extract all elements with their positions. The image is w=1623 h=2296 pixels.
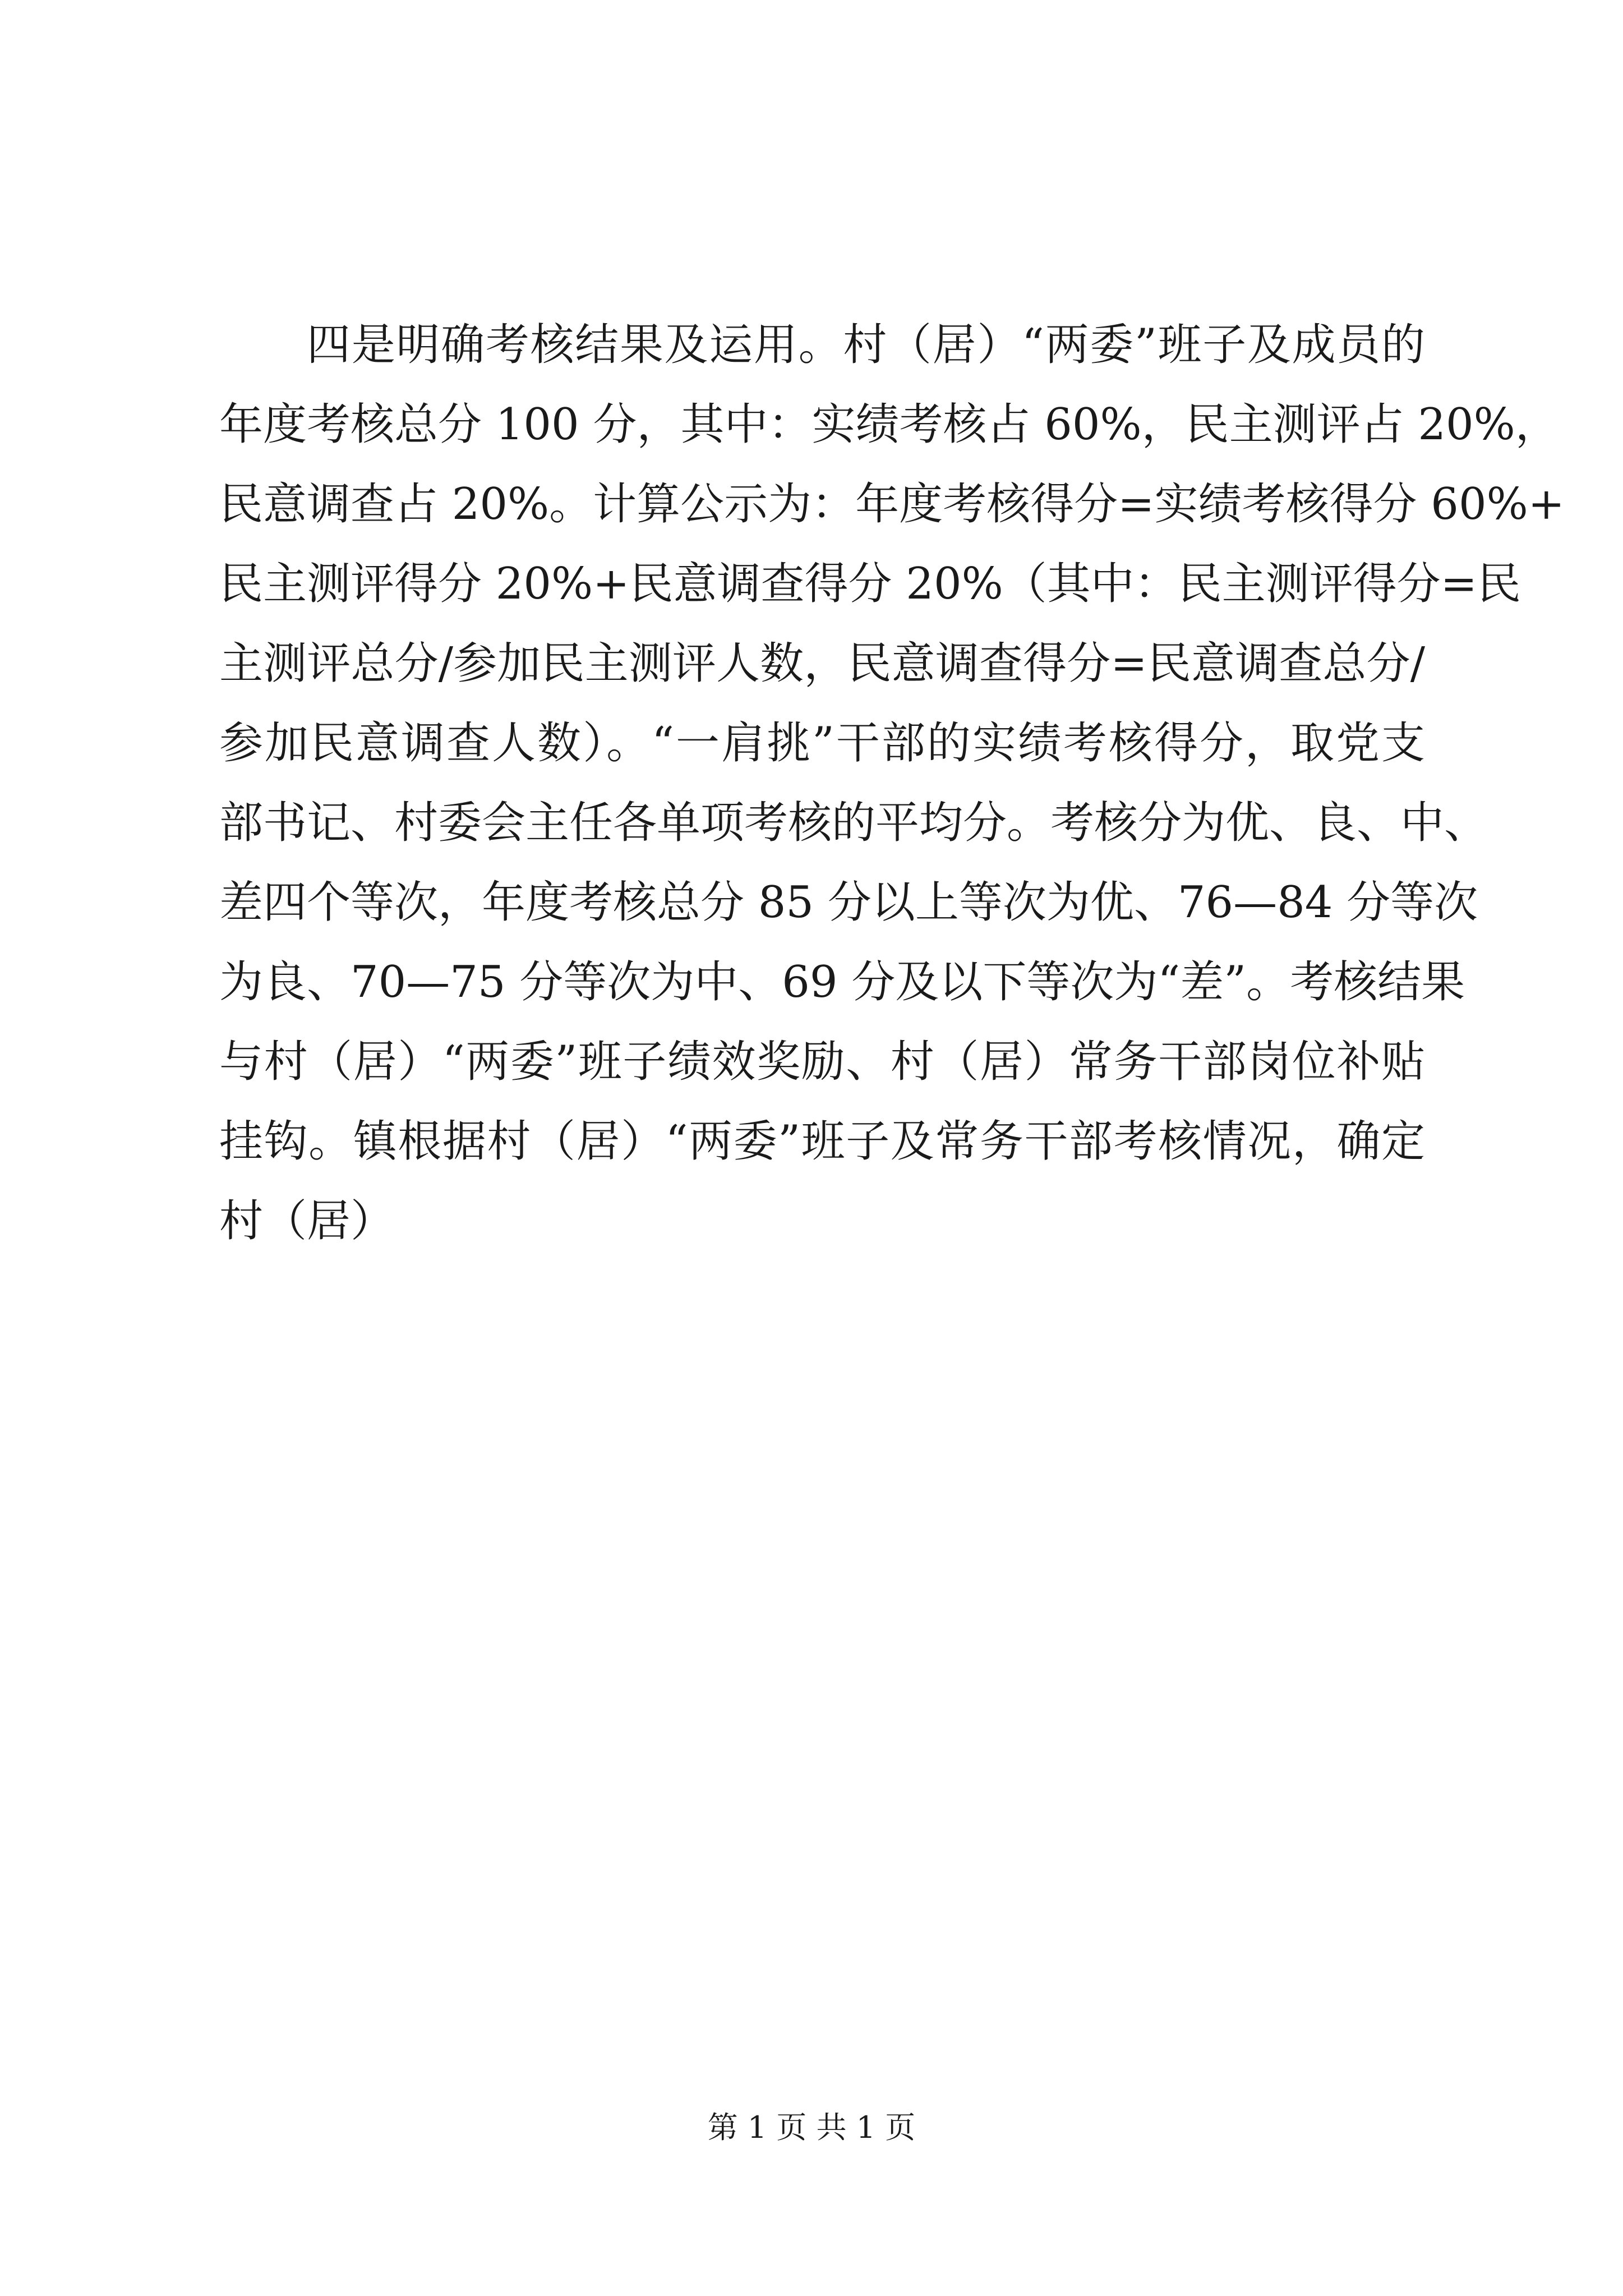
paragraph-line: 为良、70—75 分等次为中、69 分及以下等次为“差”。考核结果 (219, 957, 1465, 1007)
page-number-footer: 第 1 页 共 1 页 (707, 2110, 916, 2145)
paragraph-line: 民意调查占 20%。计算公示为：年度考核得分=实绩考核得分 60%+ (219, 479, 1565, 530)
paragraph-line: 村（居） (219, 1196, 395, 1246)
paragraph-line: 差四个等次，年度考核总分 85 分以上等次为优、76—84 分等次 (219, 877, 1478, 928)
paragraph-line: 挂钩。镇根据村（居）“两委”班子及常务干部考核情况，确定 (219, 1116, 1425, 1167)
paragraph-line: 四是明确考核结果及运用。村（居）“两委”班子及成员的 (307, 320, 1425, 370)
body-paragraph (219, 305, 1565, 1261)
paragraph-line: 与村（居）“两委”班子绩效奖励、村（居）常务干部岗位补贴 (219, 1037, 1425, 1087)
paragraph-line: 民主测评得分 20%+民意调查得分 20%（其中：民主测评得分=民 (219, 559, 1521, 609)
paragraph-line: 主测评总分/参加民主测评人数，民意调查得分=民意调查总分/ (219, 638, 1425, 689)
paragraph-line: 部书记、村委会主任各单项考核的平均分。考核分为优、良、中、 (219, 798, 1488, 848)
paragraph-line: 参加民意调查人数）。“一肩挑”干部的实绩考核得分，取党支 (219, 718, 1425, 769)
paragraph-line: 年度考核总分 100 分，其中：实绩考核占 60%，民主测评占 20%， (219, 399, 1559, 450)
